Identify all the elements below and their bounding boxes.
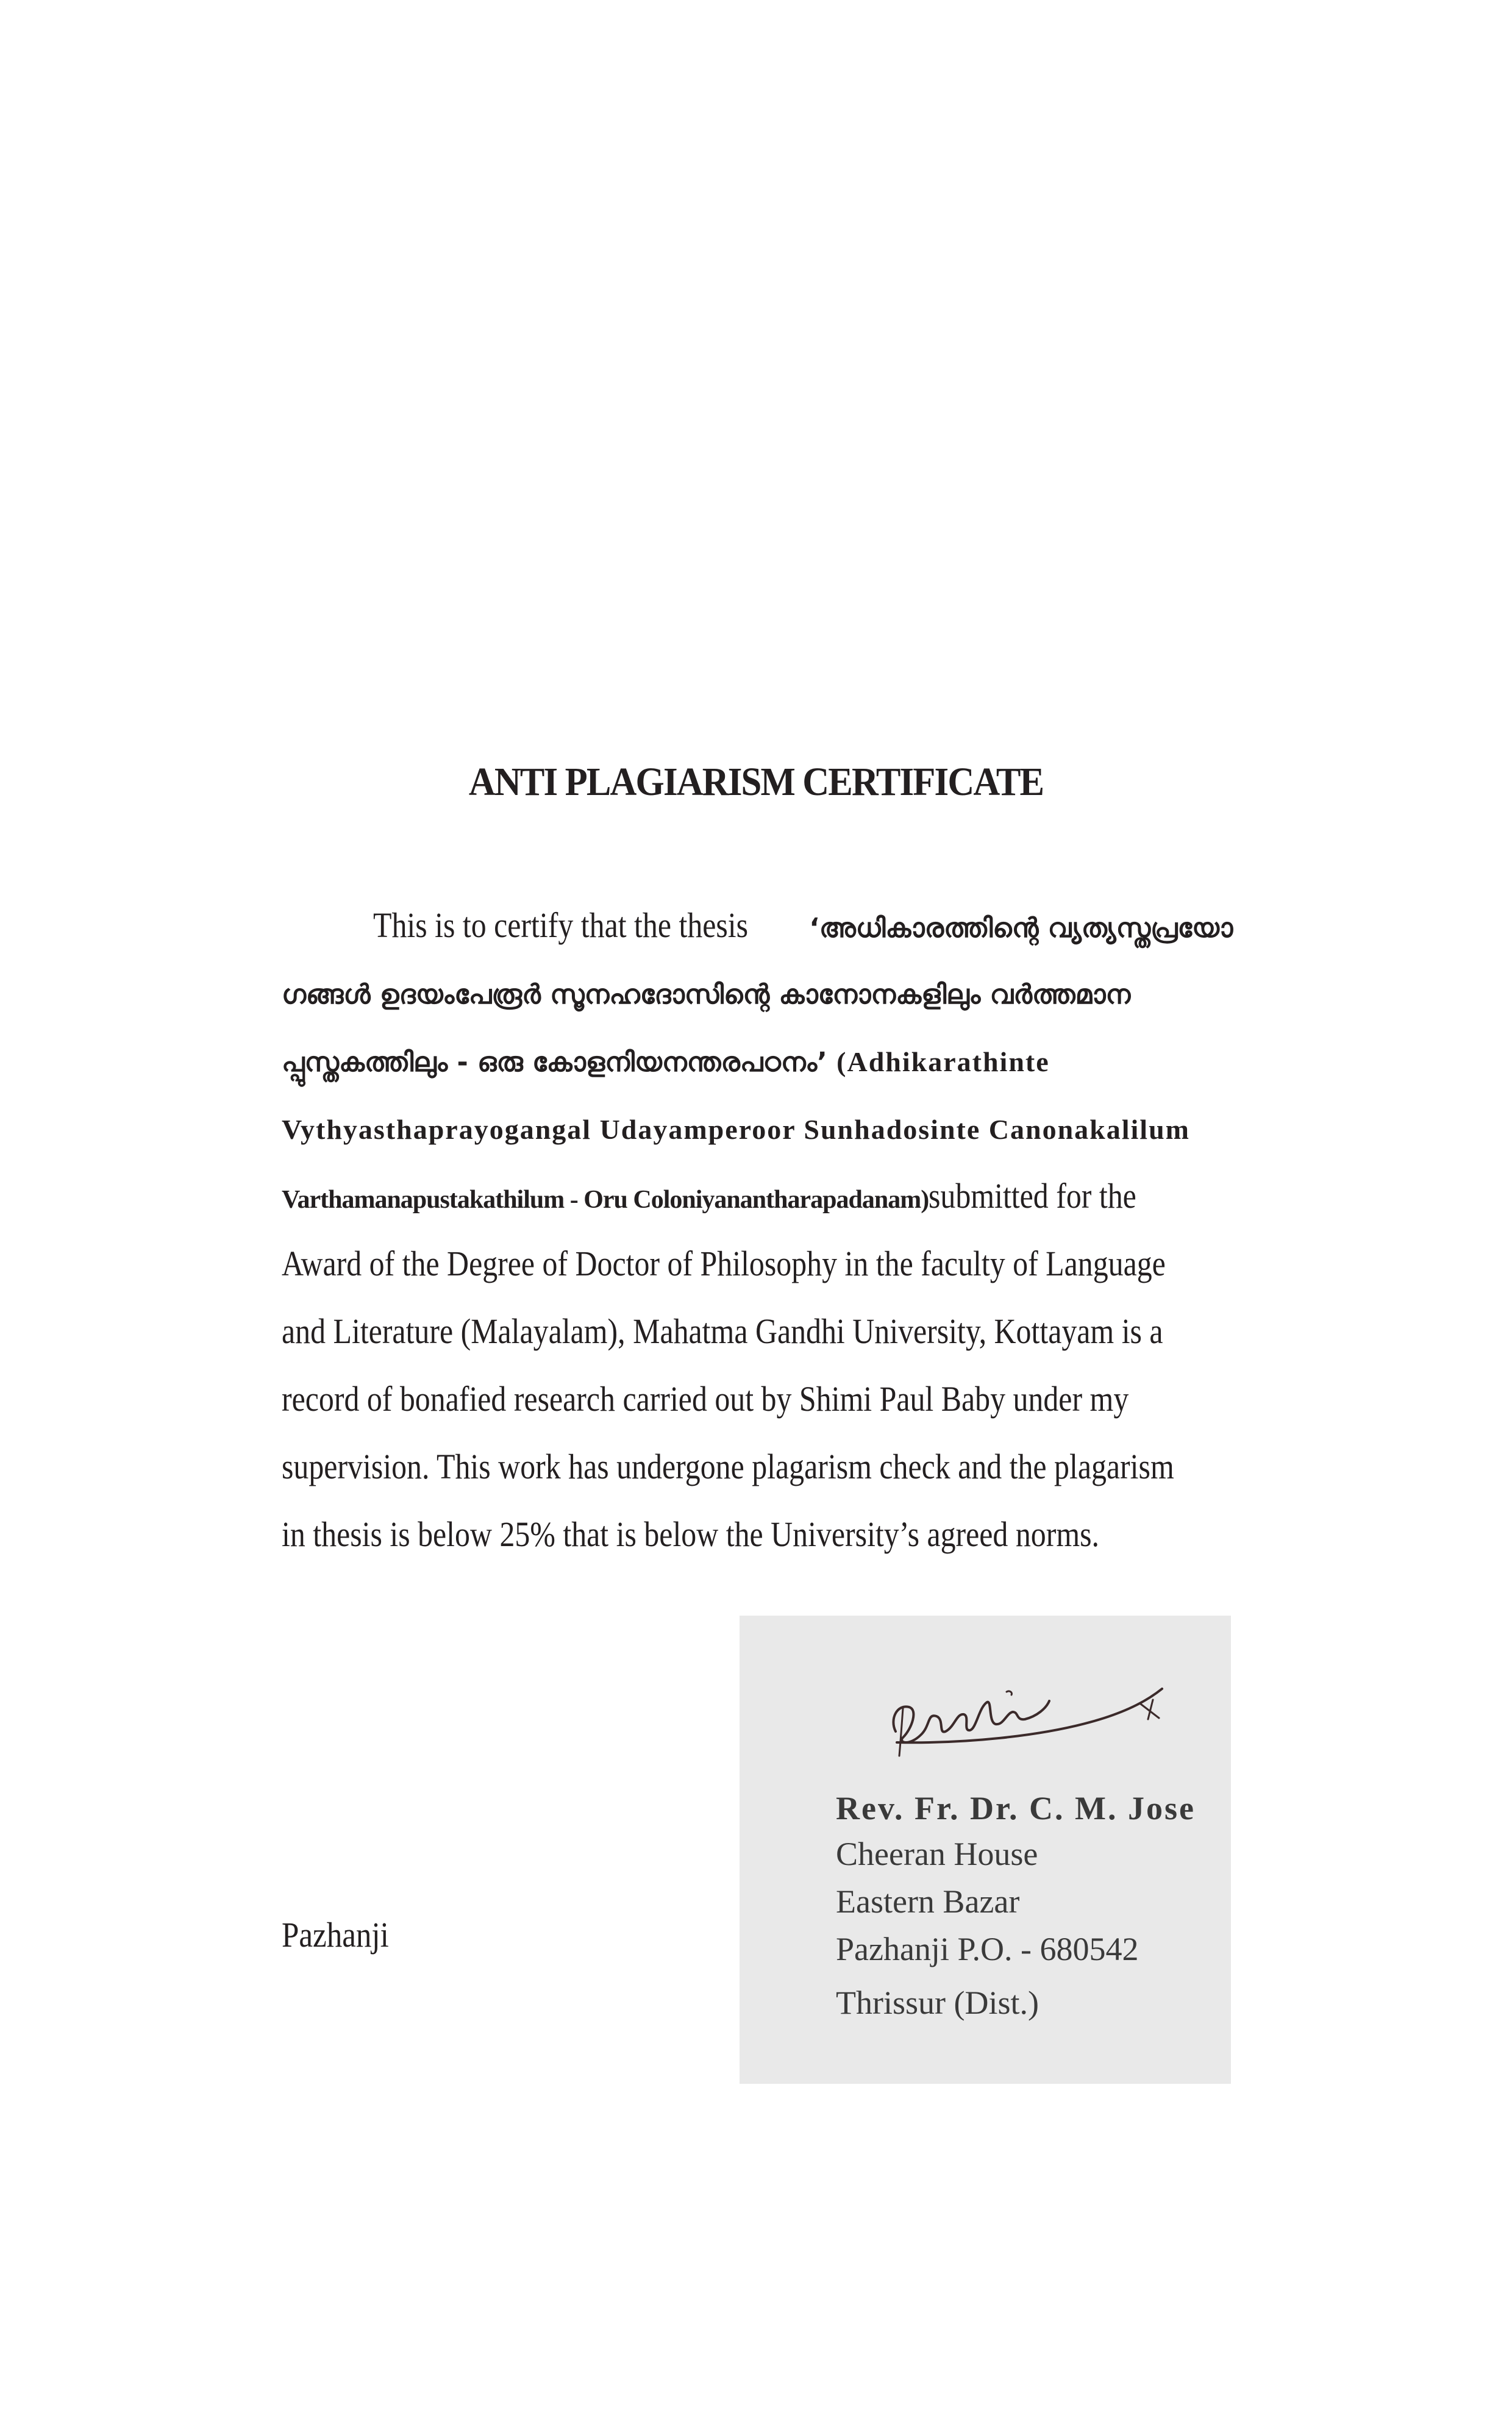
body-line-1-text: This is to certify that the thesis [373, 905, 749, 945]
body-line-8-text: record of bonafied research carried out by Shimi Paul Baby under my [282, 1379, 1129, 1419]
body-line-9-text: supervision. This work has undergone plagarism check and the plagarism [282, 1447, 1174, 1486]
body-line-7 [282, 1297, 1274, 1365]
body-line-6-text: Award of the Degree of Doctor of Philosophy in the faculty of Language [282, 1244, 1166, 1283]
body-line-3 [282, 1027, 1274, 1094]
body-line-7-text: and Literature (Malayalam), Mahatma Gandhi University, Kottayam is a [282, 1311, 1163, 1351]
body-line-2 [282, 959, 1274, 1027]
supervisor-address-line-2: Eastern Bazar [836, 1883, 1020, 1920]
body-line-6 [282, 1230, 1274, 1297]
thesis-title-malayalam-part-2: ഗങ്ങൾ ഉദയംപേരൂർ സൂനഹദോസിന്റെ കാനോനകളിലും വർത്തമാന [282, 979, 1131, 1010]
thesis-title-malayalam-part-1: ‘അധികാരത്തിന്റെ വ്യത്യസ്തപ്രയോ [809, 913, 1233, 944]
thesis-title-malayalam-part-3: പ്പുസ്തകത്തിലും - ഒരു കോളനിയനന്തരപഠനം’ [282, 1047, 837, 1078]
place: Pazhanji [282, 1915, 389, 1955]
body-line-1 [282, 891, 1274, 959]
body-line-5 [282, 1162, 1274, 1230]
certificate-title: ANTI PLAGIARISM CERTIFICATE [468, 760, 1044, 804]
thesis-title-transliteration-part-3: Varthamanapustakathilum - Oru Coloniyanantharapadanam) [282, 1186, 929, 1214]
thesis-title-transliteration-part-1: (Adhikarathinte [836, 1046, 1050, 1077]
thesis-title-transliteration-part-2: Vythyasthaprayogangal Udayamperoor Sunhadosinte Canonakalilum [282, 1114, 1190, 1145]
body-line-9 [282, 1433, 1274, 1500]
signature [885, 1670, 1171, 1768]
body-line-10 [282, 1500, 1274, 1568]
body-line-4 [282, 1094, 1274, 1162]
supervisor-address-line-4: Thrissur (Dist.) [836, 1984, 1039, 2021]
body-line-5-text: submitted for the [929, 1176, 1136, 1216]
supervisor-name: Rev. Fr. Dr. C. M. Jose [836, 1790, 1196, 1827]
body-line-8 [282, 1365, 1274, 1433]
supervisor-address-line-3: Pazhanji P.O. - 680542 [836, 1931, 1139, 1967]
certificate-body [282, 891, 1274, 1568]
supervisor-address-line-1: Cheeran House [836, 1836, 1038, 1872]
body-line-10-text: in thesis is below 25% that is below the University’s agreed norms. [282, 1514, 1100, 1554]
supervisor-stamp [740, 1616, 1231, 2084]
